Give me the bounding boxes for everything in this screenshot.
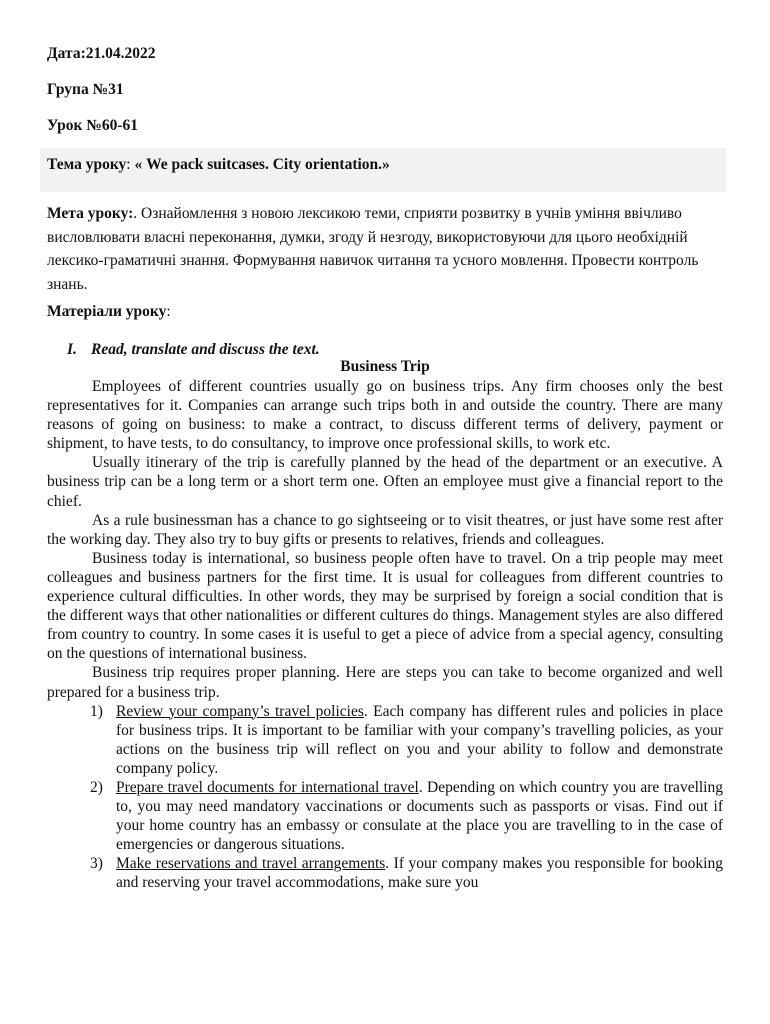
list-marker: 3) <box>90 855 103 873</box>
list-marker: 1) <box>90 702 103 720</box>
list-marker: 2) <box>90 778 103 796</box>
topic-separator: : <box>126 156 131 173</box>
step-text: . If your company makes you responsible for booking and reserving your travel accommodations, make sure you <box>116 855 723 892</box>
topic-text: « We pack suitcases. City orientation.» <box>130 156 390 173</box>
goal-label: Мета уроку: <box>47 205 134 222</box>
task-heading <box>67 341 320 359</box>
step-text: . Depending on which country you are travelling to, you may need mandatory vaccinations or documents such as passports or visas. Find out if your home country has an embassy or consulate at the place you are travelling to in the case of emergencies or dangerous situations. <box>116 778 723 854</box>
steps-list <box>47 702 723 893</box>
list-item <box>47 702 723 778</box>
step-title: Review your company’s travel policies <box>116 702 364 720</box>
paragraph: Business trip requires proper planning. Here are steps you can take to become organized and well prepared for a business trip. <box>47 664 723 701</box>
document-title: Business Trip <box>340 358 430 375</box>
document-body <box>47 377 723 893</box>
materials-separator: : <box>166 303 171 320</box>
goal-text: . Ознайомлення з новою лексикою теми, сприяти розвитку в учнів уміння ввічливо висловлювати власні переконання, думки, згоду й незгоду, використовуючи для цього необхідній лексико-граматичні знання. Формування навичок читання та усного мовлення. Провести контроль знань. <box>47 205 699 294</box>
step-title: Make reservations and travel arrangements <box>116 855 386 873</box>
lesson-goal <box>47 202 723 297</box>
paragraph: Usually itinerary of the trip is carefully planned by the head of the department or an executive. A business trip can be a long term or a short term one. Often an employee must give a financial report to the chief. <box>47 454 723 510</box>
paragraph: Business today is international, so business people often have to travel. On a trip people may meet colleagues and business partners for the first time. It is usual for colleagues from different countries to experience cultural difficulties. In other words, they may be surprised by foreign a social condition that is the different ways that other nationalities or different cultures do things. Management styles are also differed from country to country. In some cases it is useful to get a piece of advice from a special agency, consulting on the questions of international business. <box>47 549 723 663</box>
lesson-group: Група №31 <box>47 81 124 98</box>
step-text: . Each company has different rules and policies in place for business trips. It is important to be familiar with your company’s travelling policies, as your actions on the business trip will reflect on you and your ability to follow and demonstrate company policy. <box>116 702 723 777</box>
lesson-materials <box>47 303 171 321</box>
paragraph: As a rule businessman has a chance to go sightseeing or to visit theatres, or just have some rest after the working day. They also try to buy gifts or presents to relatives, friends and colleagues. <box>47 511 723 548</box>
materials-label: Матеріали уроку <box>47 303 167 320</box>
list-item <box>47 778 723 854</box>
task-text: Read, translate and discuss the text. <box>91 341 320 358</box>
task-number: I. <box>67 341 77 358</box>
lesson-topic <box>47 156 390 174</box>
lesson-number: Урок №60-61 <box>47 117 139 134</box>
topic-label: Тема уроку <box>47 156 127 173</box>
step-title: Prepare travel documents for international travel <box>116 778 419 796</box>
paragraph: Employees of different countries usually go on business trips. Any firm chooses only the best representatives for it. Companies can arrange such trips both in and outside the country. There are many reasons of going on business: to make a contract, to discuss different terms of delivery, payment or shipment, to have tests, to do consultancy, to improve once professional skills, to work etc. <box>47 378 723 453</box>
list-item <box>47 854 723 892</box>
lesson-date: Дата:21.04.2022 <box>47 45 156 62</box>
